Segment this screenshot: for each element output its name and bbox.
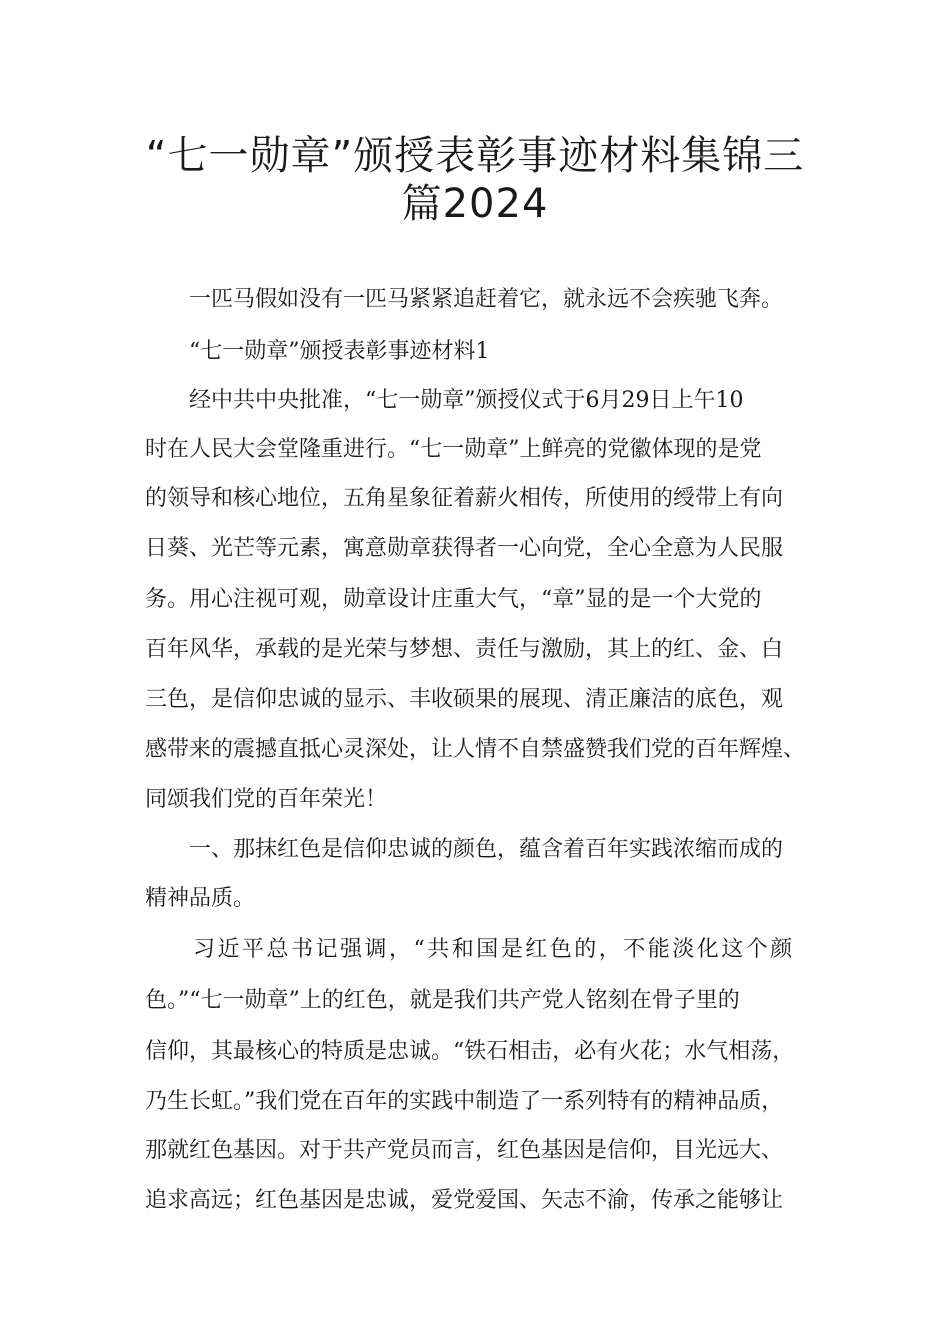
opening-quote: 一匹马假如没有一匹马紧紧追赶着它，就永远不会疾驰飞奔。 [189,287,784,312]
paragraph-line: 色。”“七一勋章”上的红色，就是我们共产党人铭刻在骨子里的 [145,988,740,1013]
paragraph-line: 日葵、光芒等元素，寓意勋章获得者一心向党，全心全意为人民服 [145,536,784,561]
paragraph-line: 信仰，其最核心的特质是忠诚。“铁石相击，必有火花；水气相荡， [145,1039,795,1064]
paragraph-line: 百年风华，承载的是光荣与梦想、责任与激励，其上的红、金、白 [145,637,784,662]
paragraph-line: 时在人民大会堂隆重进行。“七一勋章”上鲜亮的党徽体现的是党 [145,437,762,462]
subheading-line: 一、那抹红色是信仰忠诚的颜色，蕴含着百年实践浓缩而成的 [189,837,784,862]
paragraph-line: 那就红色基因。对于共产党员而言，红色基因是信仰，目光远大、 [145,1138,784,1163]
paragraph-line: 同颂我们党的百年荣光！ [145,787,388,812]
paragraph-line: 追求高远；红色基因是忠诚，爱党爱国、矢志不渝，传承之能够让 [145,1188,784,1213]
paragraph-line: 经中共中央批准，“七一勋章”颁授仪式于6月29日上午10 [189,388,744,413]
paragraph-line: 务。用心注视可观，勋章设计庄重大气，“章”显的是一个大党的 [145,587,762,612]
section-heading: “七一勋章”颁授表彰事迹材料1 [189,339,490,364]
paragraph-line: 感带来的震撼直抵心灵深处，让人情不自禁盛赞我们党的百年辉煌、 [145,737,806,762]
document-title-line-1: “七一勋章”颁授表彰事迹材料集锦三 [145,133,805,179]
paragraph-line: 习近平总书记强调，“共和国是红色的，不能淡化这个颜 [193,937,795,962]
paragraph-line: 乃生长虹。”我们党在百年的实践中制造了一系列特有的精神品质， [145,1089,784,1114]
document-title-line-2: 篇2024 [401,181,549,227]
subheading-line: 精神品质。 [145,886,256,911]
paragraph-line: 的领导和核心地位，五角星象征着薪火相传，所使用的绶带上有向 [145,486,784,511]
paragraph-line: 三色，是信仰忠诚的显示、丰收硕果的展现、清正廉洁的底色，观 [145,687,784,712]
